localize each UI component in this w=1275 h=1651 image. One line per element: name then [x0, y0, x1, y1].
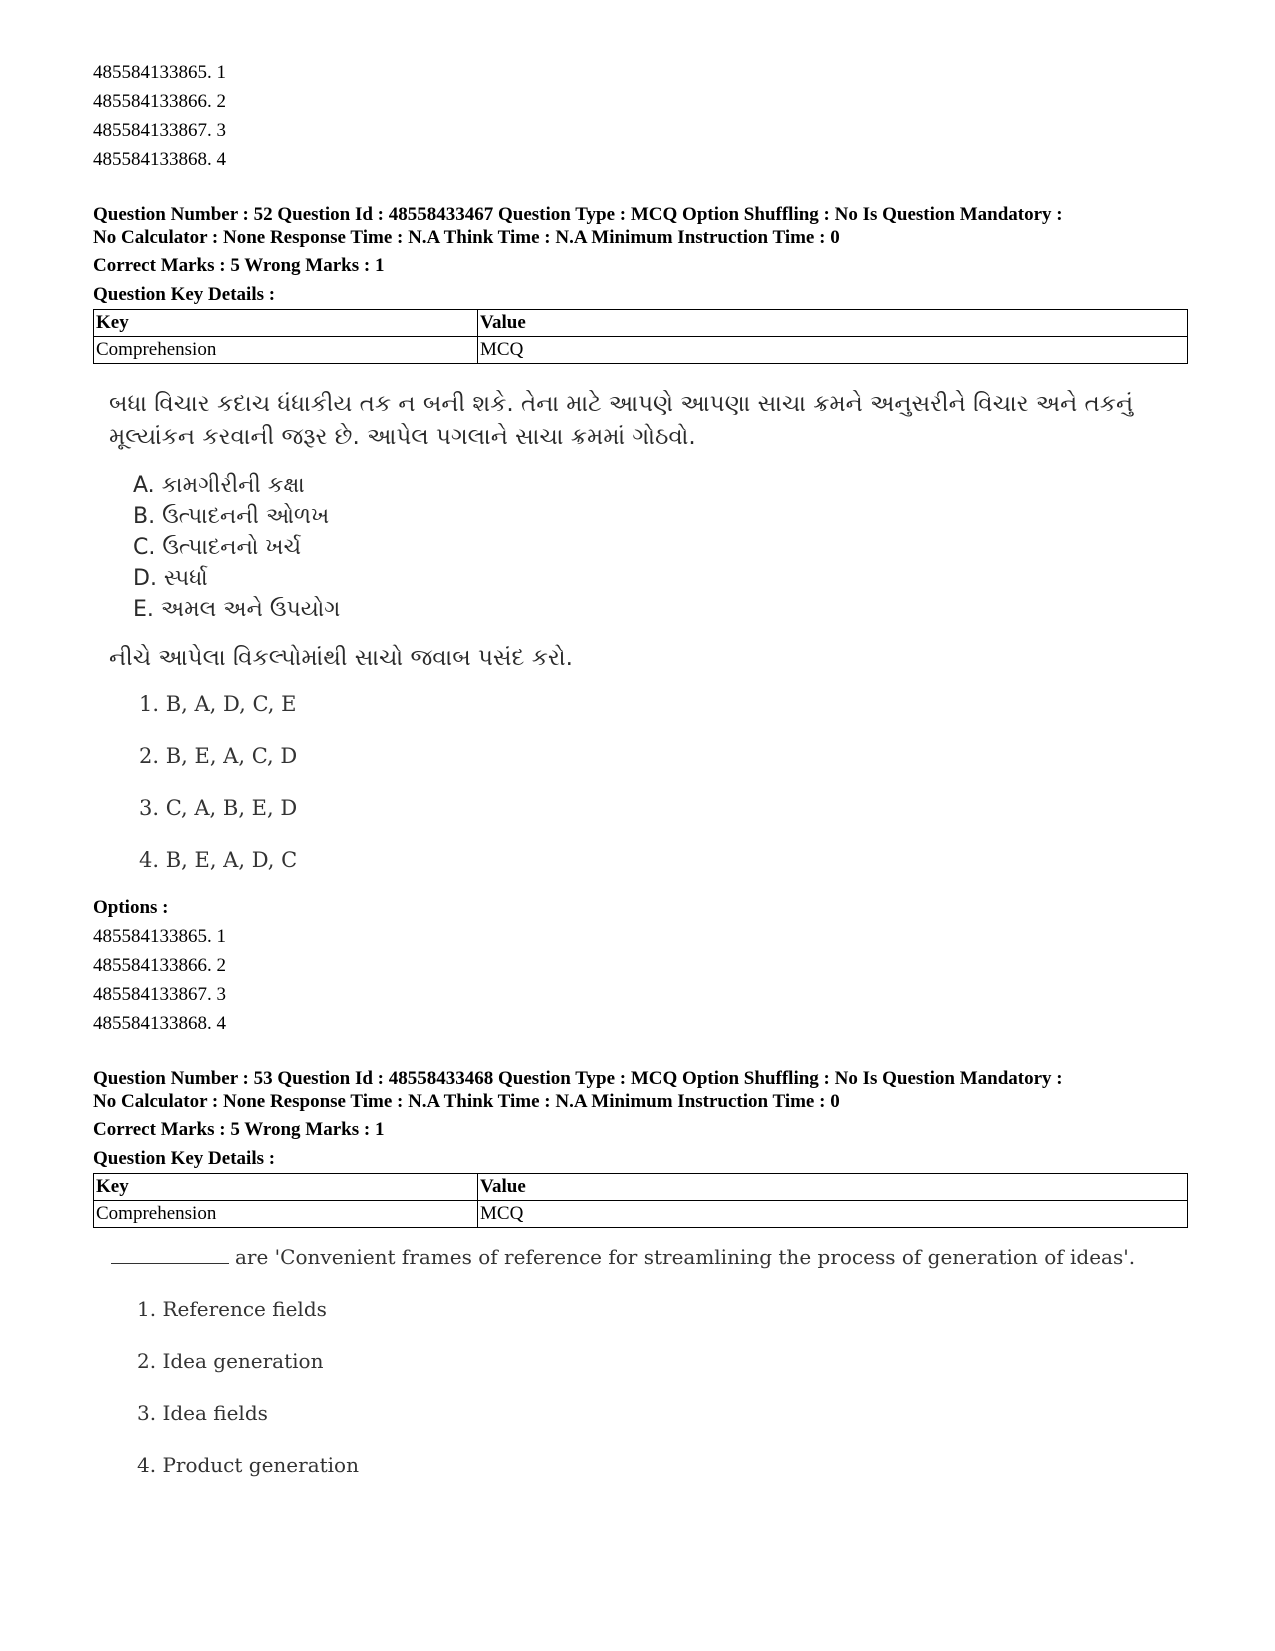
question-meta-line1: Question Number : 53 Question Id : 48558433468 Question Type : MCQ Option Shuffling : No Is Question Mandatory : — [93, 1068, 1063, 1089]
question-key-table — [93, 309, 1188, 364]
list-item: D. સ્પર્ધા — [133, 566, 208, 591]
answer-choice: 1. B, A, D, C, E — [139, 692, 297, 716]
table-header-row — [94, 1174, 1188, 1201]
options-label: Options : — [93, 897, 169, 918]
answer-choice: 4. B, E, A, D, C — [139, 848, 298, 872]
list-item: C. ઉત્પાદનનો ખર્ચ — [133, 535, 302, 560]
question-key-details-label: Question Key Details : — [93, 284, 276, 305]
question-meta-line1: Question Number : 52 Question Id : 48558433467 Question Type : MCQ Option Shuffling : No Is Question Mandatory : — [93, 204, 1063, 225]
table-row — [94, 1201, 1188, 1228]
question-instruction: નીચે આપેલા વિકલ્પોમાંથી સાચો જવાબ પસંદ કરો. — [109, 645, 573, 671]
list-item: A. કામગીરીની કક્ષા — [133, 473, 305, 498]
question-52-options — [93, 893, 226, 1038]
question-52 — [93, 203, 1188, 364]
answer-choice: 4. Product generation — [137, 1453, 359, 1477]
table-header-key: Key — [94, 1174, 478, 1201]
question-53 — [93, 1067, 1188, 1228]
question-52-body — [109, 388, 1189, 875]
question-key-table — [93, 1173, 1188, 1228]
table-header-value: Value — [478, 310, 1188, 337]
answer-choice: 1. Reference fields — [137, 1297, 327, 1321]
question-text-line2: મૂલ્યાંકન કરવાની જરૂર છે. આપેલ પગલાને સાચા ક્રમમાં ગોઠવો. — [109, 424, 696, 450]
table-row — [94, 337, 1188, 364]
previous-options — [93, 58, 226, 174]
table-cell-key: Comprehension — [94, 337, 478, 364]
option-line: 485584133866. 2 — [93, 955, 226, 976]
table-header-value: Value — [478, 1174, 1188, 1201]
question-meta-line2: No Calculator : None Response Time : N.A Think Time : N.A Minimum Instruction Time : 0 — [93, 227, 840, 248]
option-line: 485584133866. 2 — [93, 91, 226, 112]
answer-choice: 2. B, E, A, C, D — [139, 744, 298, 768]
option-line: 485584133867. 3 — [93, 984, 226, 1005]
fill-blank — [111, 1245, 229, 1264]
question-text-content: are 'Convenient frames of reference for streamlining the process of generation of ideas'. — [235, 1245, 1136, 1269]
answer-choices — [139, 689, 1189, 875]
table-header-key: Key — [94, 310, 478, 337]
table-cell-key: Comprehension — [94, 1201, 478, 1228]
question-53-body — [111, 1242, 1181, 1480]
answer-choice: 3. C, A, B, E, D — [139, 796, 298, 820]
option-line: 485584133865. 1 — [93, 926, 226, 947]
option-line: 485584133868. 4 — [93, 149, 226, 170]
list-item: B. ઉત્પાદનની ઓળખ — [133, 504, 330, 529]
answer-choices — [137, 1294, 1181, 1480]
table-cell-value: MCQ — [478, 1201, 1188, 1228]
option-line: 485584133868. 4 — [93, 1013, 226, 1034]
answer-choice: 3. Idea fields — [137, 1401, 268, 1425]
question-marks: Correct Marks : 5 Wrong Marks : 1 — [93, 1119, 385, 1140]
question-meta-line2: No Calculator : None Response Time : N.A Think Time : N.A Minimum Instruction Time : 0 — [93, 1091, 840, 1112]
question-text — [111, 1242, 1181, 1272]
answer-choice: 2. Idea generation — [137, 1349, 324, 1373]
option-line: 485584133867. 3 — [93, 120, 226, 141]
list-item: E. અમલ અને ઉપયોગ — [133, 597, 341, 622]
question-items — [133, 470, 1189, 625]
option-line: 485584133865. 1 — [93, 62, 226, 83]
table-header-row — [94, 310, 1188, 337]
question-marks: Correct Marks : 5 Wrong Marks : 1 — [93, 255, 385, 276]
question-text-line1: બધા વિચાર કદાચ ધંધાકીય તક ન બની શકે. તેના માટે આપણે આપણા સાચા ક્રમને અનુસરીને વિચાર અને તકનું — [109, 391, 1134, 417]
question-key-details-label: Question Key Details : — [93, 1148, 276, 1169]
table-cell-value: MCQ — [478, 337, 1188, 364]
